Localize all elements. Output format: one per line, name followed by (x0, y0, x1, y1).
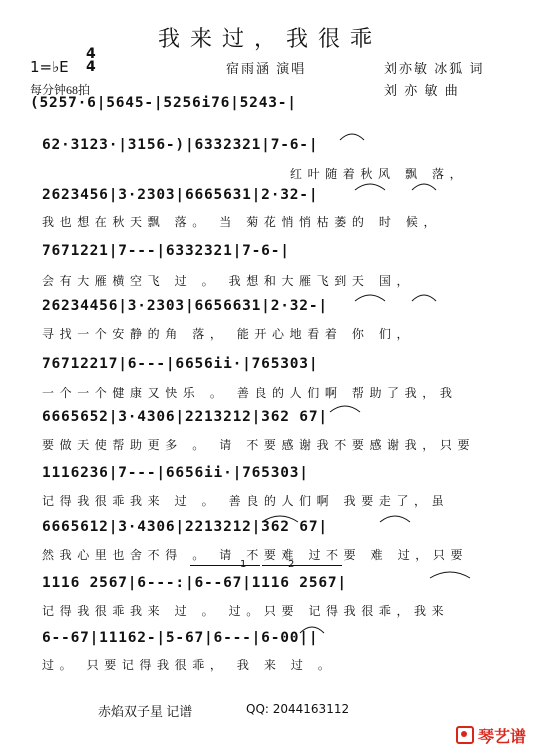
score-line-11-lyrics: 过。 只要记得我很乖， 我 来 过 。 (42, 658, 336, 672)
score-line-4-lyrics: 会有大雁横空飞 过 。 我想和大雁飞到天 国， (42, 274, 415, 288)
score-line-5-notes: 26234456|3·2303|6656631|2·32-| (42, 298, 328, 314)
lyricist-credit: 刘亦敏 冰狐 词 (384, 61, 485, 76)
qq-contact: QQ: 2044163112 (246, 702, 350, 716)
site-logo (456, 724, 526, 747)
score-line-3-lyrics: 我也想在秋天飘 落。 当 菊花悄悄枯萎的 时 候， (42, 215, 442, 229)
key-signature: 1=♭E (30, 58, 69, 76)
score-line-7-notes: 6665652|3·4306|2213212|362 67| (42, 409, 328, 425)
meter-top: 4 (86, 46, 96, 62)
score-line-2-lyrics: 红叶随着秋风 飘 落， (290, 167, 468, 181)
logo-text: 琴艺谱 (478, 727, 527, 746)
score-line-9-lyrics: 然我心里也舍不得 。 请 不要难 过不要 难 过，只要 (42, 548, 469, 562)
tie-mark (412, 184, 436, 190)
score-line-8-notes: 1116236|7---|6656ii·|765303| (42, 465, 309, 481)
score-line-6-notes: 76712217|6---|6656ii·|765303| (42, 356, 319, 372)
score-line-11-notes: 6--67|11162-|5-67|6---|6-00|| (42, 630, 319, 646)
score-line-8-lyrics: 记得我很乖我来 过 。 善良的人们啊 我要走了，虽 (42, 494, 450, 508)
tie-mark (355, 295, 385, 301)
score-line-2-notes: 62·3123·|3156-)|6332321|7-6-| (42, 137, 319, 153)
tie-mark (330, 406, 360, 412)
score-line-10-lyrics: 记得我很乖我来 过 。 过。只要 记得我很乖，我来 (42, 604, 450, 618)
tie-mark (300, 627, 324, 633)
transcriber-credit: 赤焰双子星 记谱 (98, 704, 193, 719)
tie-mark (340, 134, 364, 140)
tie-mark (262, 516, 298, 522)
performer-credit: 宿雨涵 演唱 (226, 61, 307, 76)
tie-mark (412, 295, 436, 301)
tie-mark (380, 516, 410, 522)
tie-mark (430, 572, 470, 578)
logo-icon (456, 726, 474, 744)
score-line-4-notes: 7671221|7---|6332321|7-6-| (42, 243, 290, 259)
meter-bottom: 4 (86, 59, 96, 75)
score-line-6-lyrics: 一个一个健康又快乐 。 善良的人们啊 帮助了我，我 (42, 386, 458, 400)
score-line-3-notes: 2623456|3·2303|6665631|2·32-| (42, 187, 319, 203)
score-line-9-notes: 6665612|3·4306|2213212|362 67| (42, 519, 328, 535)
score-line-5-lyrics: 寻找一个安静的角 落， 能开心地看着 你 们， (42, 327, 415, 341)
score-line-7-lyrics: 要做天使帮助更多 。 请 不要感谢我不要感谢我，只要 (42, 438, 476, 452)
score-line-10-notes: 1116 2567|6---:|6--67|1116 2567| (42, 575, 347, 591)
score-line-1-notes: (5257·6|5645-|5256i76|5243-| (30, 95, 297, 111)
composer-credit: 刘 亦 敏 曲 (384, 83, 460, 98)
song-title: 我来过，我很乖 (157, 27, 382, 52)
tie-mark (355, 184, 385, 190)
tempo-marking: 每分钟68拍 (30, 83, 91, 97)
